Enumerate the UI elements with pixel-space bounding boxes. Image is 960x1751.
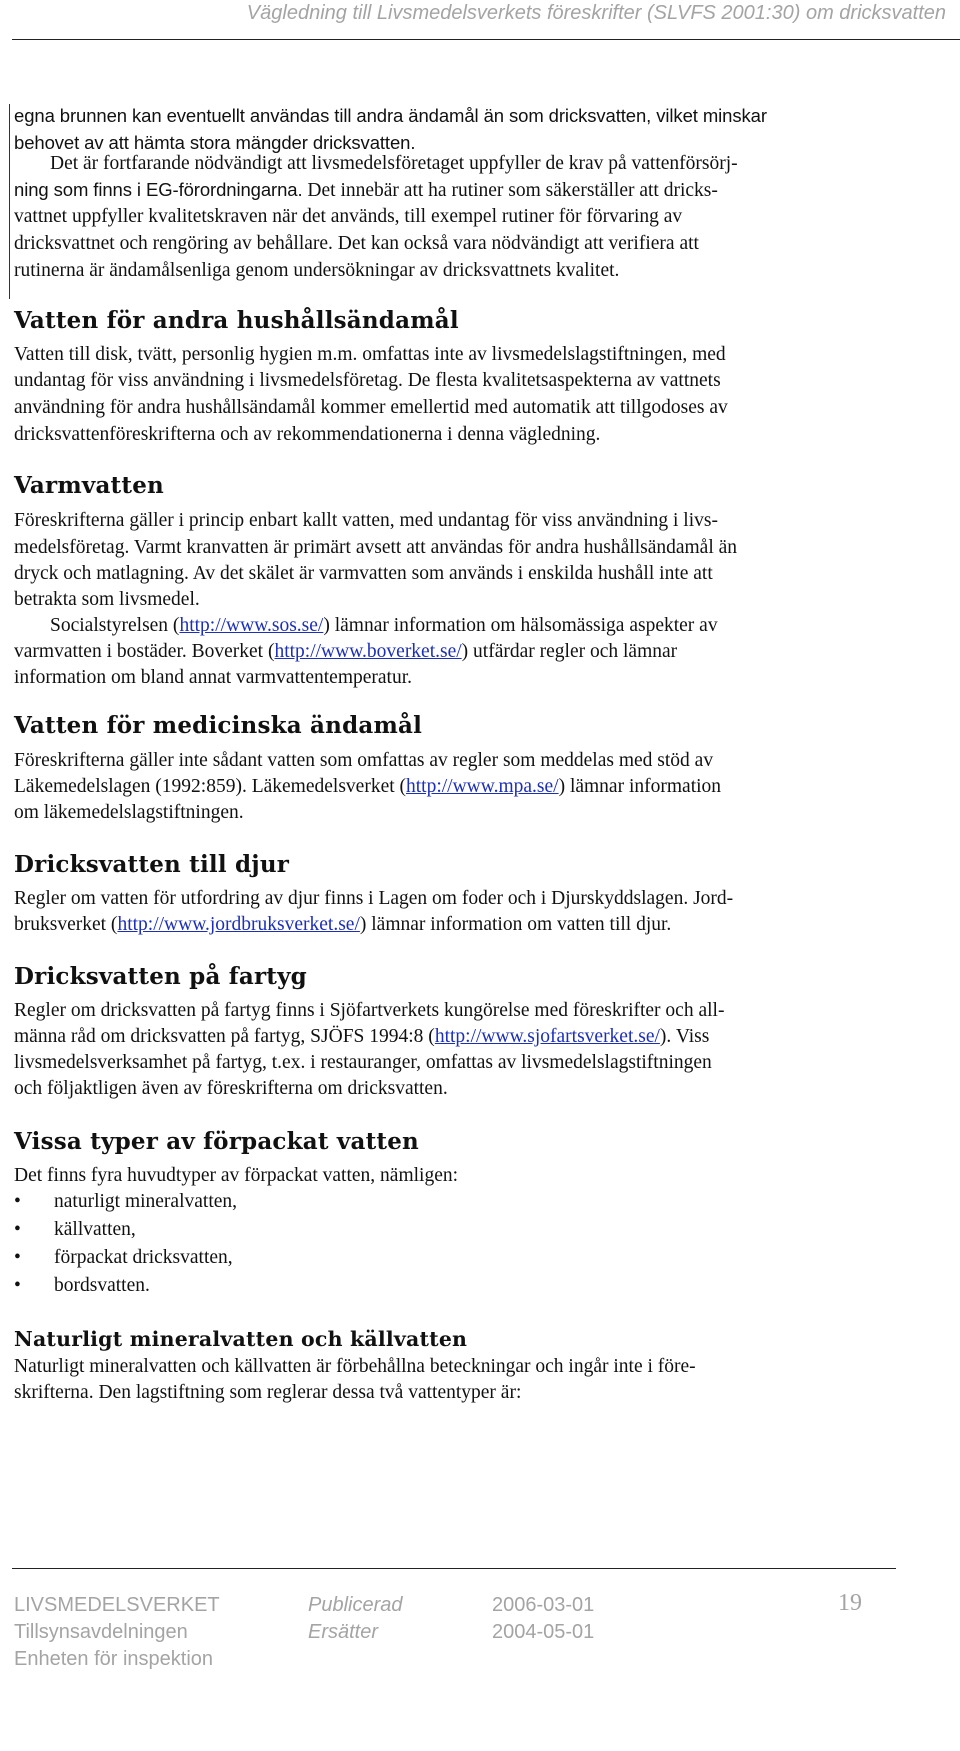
- intro-line-4a: ning som finns i EG-förordningarna.: [14, 179, 303, 200]
- fartyg-line-2: [14, 1023, 709, 1051]
- boverket-link[interactable]: http://www.boverket.se/: [274, 641, 462, 662]
- medicin-line-2: [14, 773, 721, 801]
- hushall-line-3: användning för andra hushållsändamål kommer emellertid med automatik att tillgodoses av: [14, 397, 728, 418]
- footer-rule: [12, 1568, 896, 1569]
- mineral-line-1: Naturligt mineralvatten och källvatten är förbehållna beteckningar och ingår inte i före-: [14, 1356, 696, 1377]
- hushall-line-1: Vatten till disk, tvätt, personlig hygien m.m. omfattas inte av livsmedelslagstiftningen, med: [14, 344, 726, 365]
- list-item: • naturligt mineralvatten,: [14, 1188, 237, 1216]
- footer-unit: Enheten för inspektion: [14, 1648, 214, 1670]
- mpa-link[interactable]: http://www.mpa.se/: [406, 776, 559, 797]
- intro-line-5: vattnet uppfyller kvalitetskraven när det används, till exempel rutiner för förvaring av: [14, 206, 683, 227]
- hushall-line-2: undantag för viss användning i livsmedelsföretag. De flesta kvalitetsaspekterna av vattnets: [14, 370, 721, 391]
- forpackat-list: [14, 1188, 237, 1300]
- varm-line-6: [14, 638, 677, 666]
- fartyg-line-2a: männa råd om dricksvatten på fartyg, SJÖFS 1994:8 (: [14, 1026, 435, 1047]
- footer-dept: Tillsynsavdelningen: [14, 1621, 188, 1643]
- djur-line-2: [14, 911, 671, 939]
- medicin-line-3: om läkemedelslagstiftningen.: [14, 802, 244, 823]
- heading-fartyg: Dricksvatten på fartyg: [14, 963, 307, 990]
- djur-line-2b: ) lämnar information om vatten till djur.: [359, 914, 672, 935]
- intro-line-1: egna brunnen kan eventuellt användas till andra ändamål än som dricksvatten, vilket minskar: [14, 105, 767, 126]
- jordbruksverket-link[interactable]: http://www.jordbruksverket.se/: [117, 914, 360, 935]
- varm-line-2: medelsföretag. Varmt kranvatten är primärt avsett att användas för andra hushållsändamål än: [14, 537, 738, 558]
- intro-line-4b: Det innebär att ha rutiner som säkerställer att dricks-: [302, 180, 718, 201]
- fartyg-line-3: livsmedelsverksamhet på fartyg, t.ex. i restauranger, omfattas av livsmedelslagstiftningen: [14, 1052, 712, 1073]
- page-number: 19: [838, 1590, 862, 1616]
- varm-line-6b: ) utfärdar regler och lämnar: [461, 641, 678, 662]
- fartyg-line-2b: ). Viss: [659, 1026, 710, 1047]
- heading-medicin: Vatten för medicinska ändamål: [14, 712, 423, 739]
- intro-line-7: rutinerna är ändamålsenliga genom undersökningar av dricksvattnets kvalitet.: [14, 260, 620, 281]
- running-header: Vägledning till Livsmedelsverkets föreskrifter (SLVFS 2001:30) om dricksvatten: [246, 2, 946, 24]
- varm-line-5b: ) lämnar information om hälsomässiga aspekter av: [323, 615, 718, 636]
- footer-replaces-date: 2004-05-01: [492, 1621, 595, 1643]
- footer-published-label: Publicerad: [308, 1594, 403, 1616]
- heading-varmvatten: Varmvatten: [14, 472, 164, 499]
- hushall-line-4: dricksvattenföreskrifterna och av rekommendationerna i denna vägledning.: [14, 424, 601, 445]
- djur-line-1: Regler om vatten för utfordring av djur finns i Lagen om foder och i Djurskyddslagen. Jord-: [14, 888, 734, 909]
- sos-link[interactable]: http://www.sos.se/: [179, 615, 324, 636]
- header-rule: [12, 39, 960, 40]
- heading-hushall: Vatten för andra hushållsändamål: [14, 307, 459, 334]
- intro-line-4: [14, 176, 718, 205]
- medicin-line-2b: ) lämnar information: [558, 776, 722, 797]
- varm-line-3: dryck och matlagning. Av det skälet är varmvatten som används i enskilda hushåll inte att: [14, 563, 713, 584]
- list-item: • förpackat dricksvatten,: [14, 1244, 237, 1272]
- intro-line-2: behovet av att hämta stora mängder dricksvatten.: [14, 132, 416, 153]
- fartyg-line-4: och följaktligen även av föreskrifterna om dricksvatten.: [14, 1078, 448, 1099]
- footer-replaces-label: Ersätter: [308, 1621, 379, 1643]
- mineral-line-2: skrifterna. Den lagstiftning som reglerar dessa två vattentyper är:: [14, 1382, 522, 1403]
- heading-forpackat: Vissa typer av förpackat vatten: [14, 1128, 419, 1155]
- varm-line-5a: Socialstyrelsen (: [50, 615, 180, 636]
- varm-line-1: Föreskrifterna gäller i princip enbart kallt vatten, med undantag för viss användning i livs-: [14, 510, 718, 531]
- varm-line-5: [50, 612, 718, 640]
- list-item: • bordsvatten.: [14, 1272, 237, 1300]
- footer-org: LIVSMEDELSVERKET: [14, 1594, 220, 1616]
- sjofartsverket-link[interactable]: http://www.sjofartsverket.se/: [434, 1026, 660, 1047]
- fartyg-line-1: Regler om dricksvatten på fartyg finns i Sjöfartverkets kungörelse med föreskrifter och all-: [14, 1000, 725, 1021]
- intro-line-3: Det är fortfarande nödvändigt att livsmedelsföretaget uppfyller de krav på vattenförsörj-: [50, 153, 738, 174]
- forpackat-intro: Det finns fyra huvudtyper av förpackat vatten, nämligen:: [14, 1165, 459, 1186]
- intro-line-6: dricksvattnet och rengöring av behållare. Det kan också vara nödvändigt att verifiera att: [14, 233, 699, 254]
- varm-line-4: betrakta som livsmedel.: [14, 589, 200, 610]
- change-bar: [9, 104, 10, 299]
- list-item: • källvatten,: [14, 1216, 237, 1244]
- heading-djur: Dricksvatten till djur: [14, 851, 290, 878]
- varm-line-6a: varmvatten i bostäder. Boverket (: [14, 641, 275, 662]
- medicin-line-1: Föreskrifterna gäller inte sådant vatten som omfattas av regler som meddelas med stöd av: [14, 750, 714, 771]
- footer-published-date: 2006-03-01: [492, 1594, 595, 1616]
- djur-line-2a: bruksverket (: [14, 914, 118, 935]
- medicin-line-2a: Läkemedelslagen (1992:859). Läkemedelsverket (: [14, 776, 407, 797]
- varm-line-7: information om bland annat varmvattentemperatur.: [14, 667, 412, 688]
- heading-mineral: Naturligt mineralvatten och källvatten: [14, 1327, 468, 1351]
